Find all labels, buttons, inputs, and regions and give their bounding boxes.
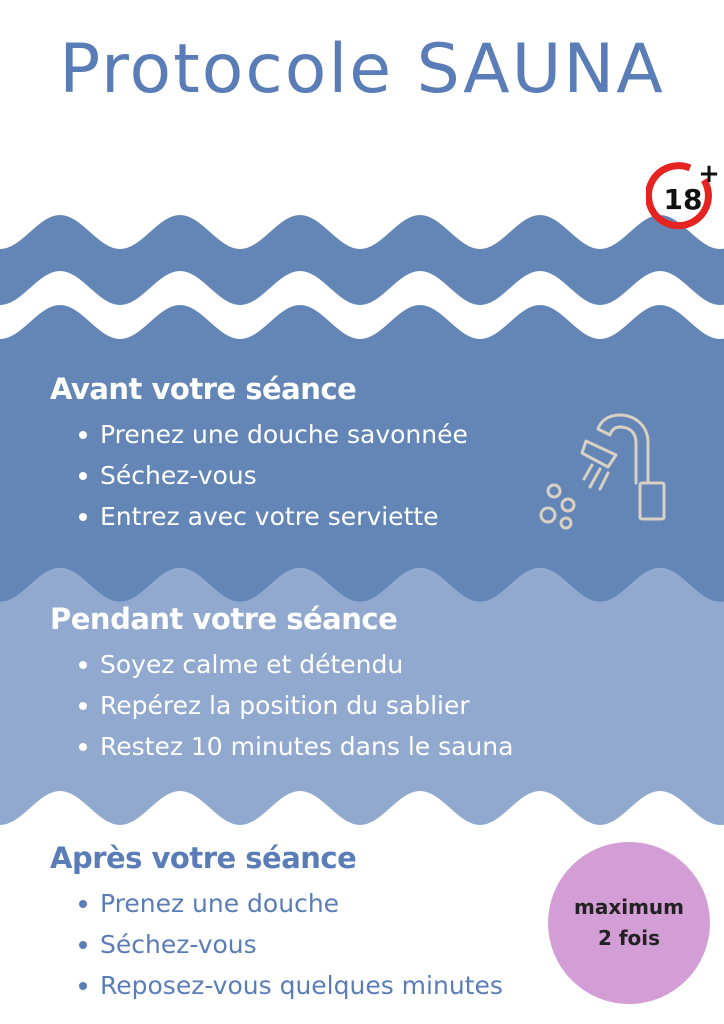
section-during-heading: Pendant votre séance — [50, 602, 398, 636]
section-after — [50, 841, 503, 1006]
section-before-list — [50, 414, 468, 537]
session-limit-badge — [548, 842, 710, 1004]
age-badge-number: 18 — [663, 183, 703, 216]
section-after-list — [50, 883, 503, 1006]
list-item: Restez 10 minutes dans le sauna — [50, 726, 513, 767]
limit-line-1: maximum — [573, 895, 684, 919]
section-during-list — [50, 644, 513, 767]
shower-icon — [530, 405, 670, 530]
list-item: Repérez la position du sablier — [50, 685, 513, 726]
list-item: Prenez une douche savonnée — [50, 414, 468, 455]
page-title: Protocole SAUNA — [59, 30, 665, 109]
age-18-plus-icon — [646, 160, 722, 232]
limit-line-2: 2 fois — [597, 926, 661, 950]
section-after-heading: Après votre séance — [50, 841, 357, 875]
age-badge-plus: + — [698, 160, 720, 189]
wave-band-top — [0, 215, 724, 305]
section-before-heading: Avant votre séance — [50, 372, 357, 406]
list-item: Séchez-vous — [50, 924, 503, 965]
section-before — [50, 372, 468, 537]
list-item: Prenez une douche — [50, 883, 503, 924]
list-item: Séchez-vous — [50, 455, 468, 496]
list-item: Soyez calme et détendu — [50, 644, 513, 685]
list-item: Entrez avec votre serviette — [50, 496, 468, 537]
section-during — [50, 602, 513, 767]
list-item: Reposez-vous quelques minutes — [50, 965, 503, 1006]
